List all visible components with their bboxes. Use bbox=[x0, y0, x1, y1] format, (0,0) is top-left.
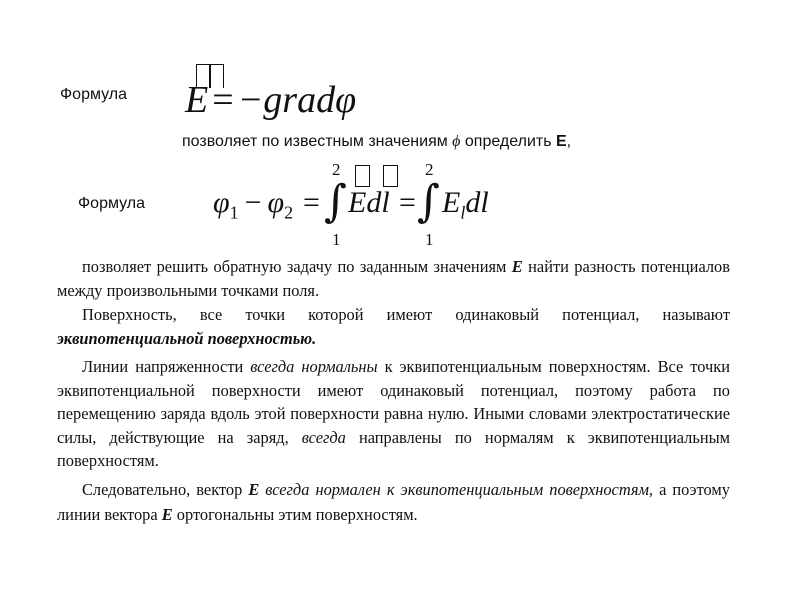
upper-limit-2: 2 bbox=[425, 160, 434, 179]
paragraph-text: а поэтому линии вектора bbox=[57, 480, 730, 524]
paragraph-text: к эквипотенциальным поверхностям. Все точки эквипотенциальной поверхности имеют одинаковый потенциал, поэтому работа по перемещению заряда вдоль этой поверхности равна нулю. Иными словами электростатические силы, действующие на заряд, bbox=[57, 357, 730, 447]
paragraph-3 bbox=[57, 355, 730, 473]
paragraph-text: найти разность потенциалов между произвольными точками поля. bbox=[57, 257, 730, 300]
formula-label-2: Формула bbox=[78, 195, 146, 212]
lower-limit-2: 1 bbox=[425, 230, 434, 249]
integrand-1: Edl bbox=[348, 186, 390, 219]
lower-limit-1: 1 bbox=[332, 230, 341, 249]
integral-sign-1: ∫ bbox=[324, 176, 347, 227]
emphasis-text: всегда bbox=[301, 427, 346, 447]
paragraph-text: позволяет решить обратную задачу по заданным значениям bbox=[82, 257, 512, 276]
vector-e: E bbox=[248, 480, 260, 499]
paragraph-text: направлены по нормалям к эквипотенциальным поверхностям. bbox=[57, 427, 730, 471]
formula-label-1: Формула bbox=[60, 86, 128, 103]
upper-limit-1: 2 bbox=[332, 160, 341, 179]
paragraph-2 bbox=[57, 303, 730, 350]
formula-lhs: E bbox=[185, 79, 209, 121]
phi-2: φ bbox=[267, 186, 285, 219]
emphasis-text: всегда нормальны bbox=[250, 357, 378, 376]
formula-equals: = bbox=[212, 79, 234, 121]
vector-arrow-glyph-icon bbox=[355, 165, 370, 187]
phi-symbol: ϕ bbox=[452, 133, 461, 150]
caption-text: определить bbox=[460, 133, 556, 150]
formula-rhs: −gradφ bbox=[237, 79, 357, 121]
paragraph-1 bbox=[57, 255, 730, 302]
integrand-2-e: E bbox=[442, 186, 461, 219]
term-equipotential-surface: эквипотенциальной поверхностью. bbox=[57, 328, 317, 348]
phi-1: φ bbox=[213, 186, 230, 219]
paragraph-text: Следовательно, вектор bbox=[82, 480, 249, 499]
subscript-2: 2 bbox=[284, 202, 294, 223]
vector-e: E bbox=[161, 505, 173, 524]
minus-sign: − bbox=[244, 186, 262, 219]
paragraph-text: ортогональны этим поверхностям. bbox=[172, 505, 418, 524]
paragraph-text: Линии напряженности bbox=[82, 357, 251, 376]
vector-arrow-glyph-icon bbox=[383, 165, 398, 187]
integrand-2-subscript: l bbox=[460, 202, 466, 223]
emphasis-text: всегда нормален к эквипотенциальным поверхностям, bbox=[259, 480, 654, 499]
integrand-2-dl: dl bbox=[465, 186, 489, 219]
formula-caption-1 bbox=[182, 133, 571, 151]
caption-text: позволяет по известным значениям bbox=[182, 133, 453, 150]
vector-e: E bbox=[511, 257, 523, 276]
vector-e: E bbox=[556, 133, 567, 150]
paragraph-text: Поверхность, все точки которой имеют одинаковый потенциал, называют bbox=[82, 305, 730, 324]
integral-sign-2: ∫ bbox=[417, 176, 440, 227]
caption-text: , bbox=[566, 133, 572, 150]
paragraph-4 bbox=[57, 477, 730, 527]
equals-2: = bbox=[399, 186, 416, 219]
equals-1: = bbox=[303, 186, 320, 219]
subscript-1: 1 bbox=[229, 202, 239, 223]
